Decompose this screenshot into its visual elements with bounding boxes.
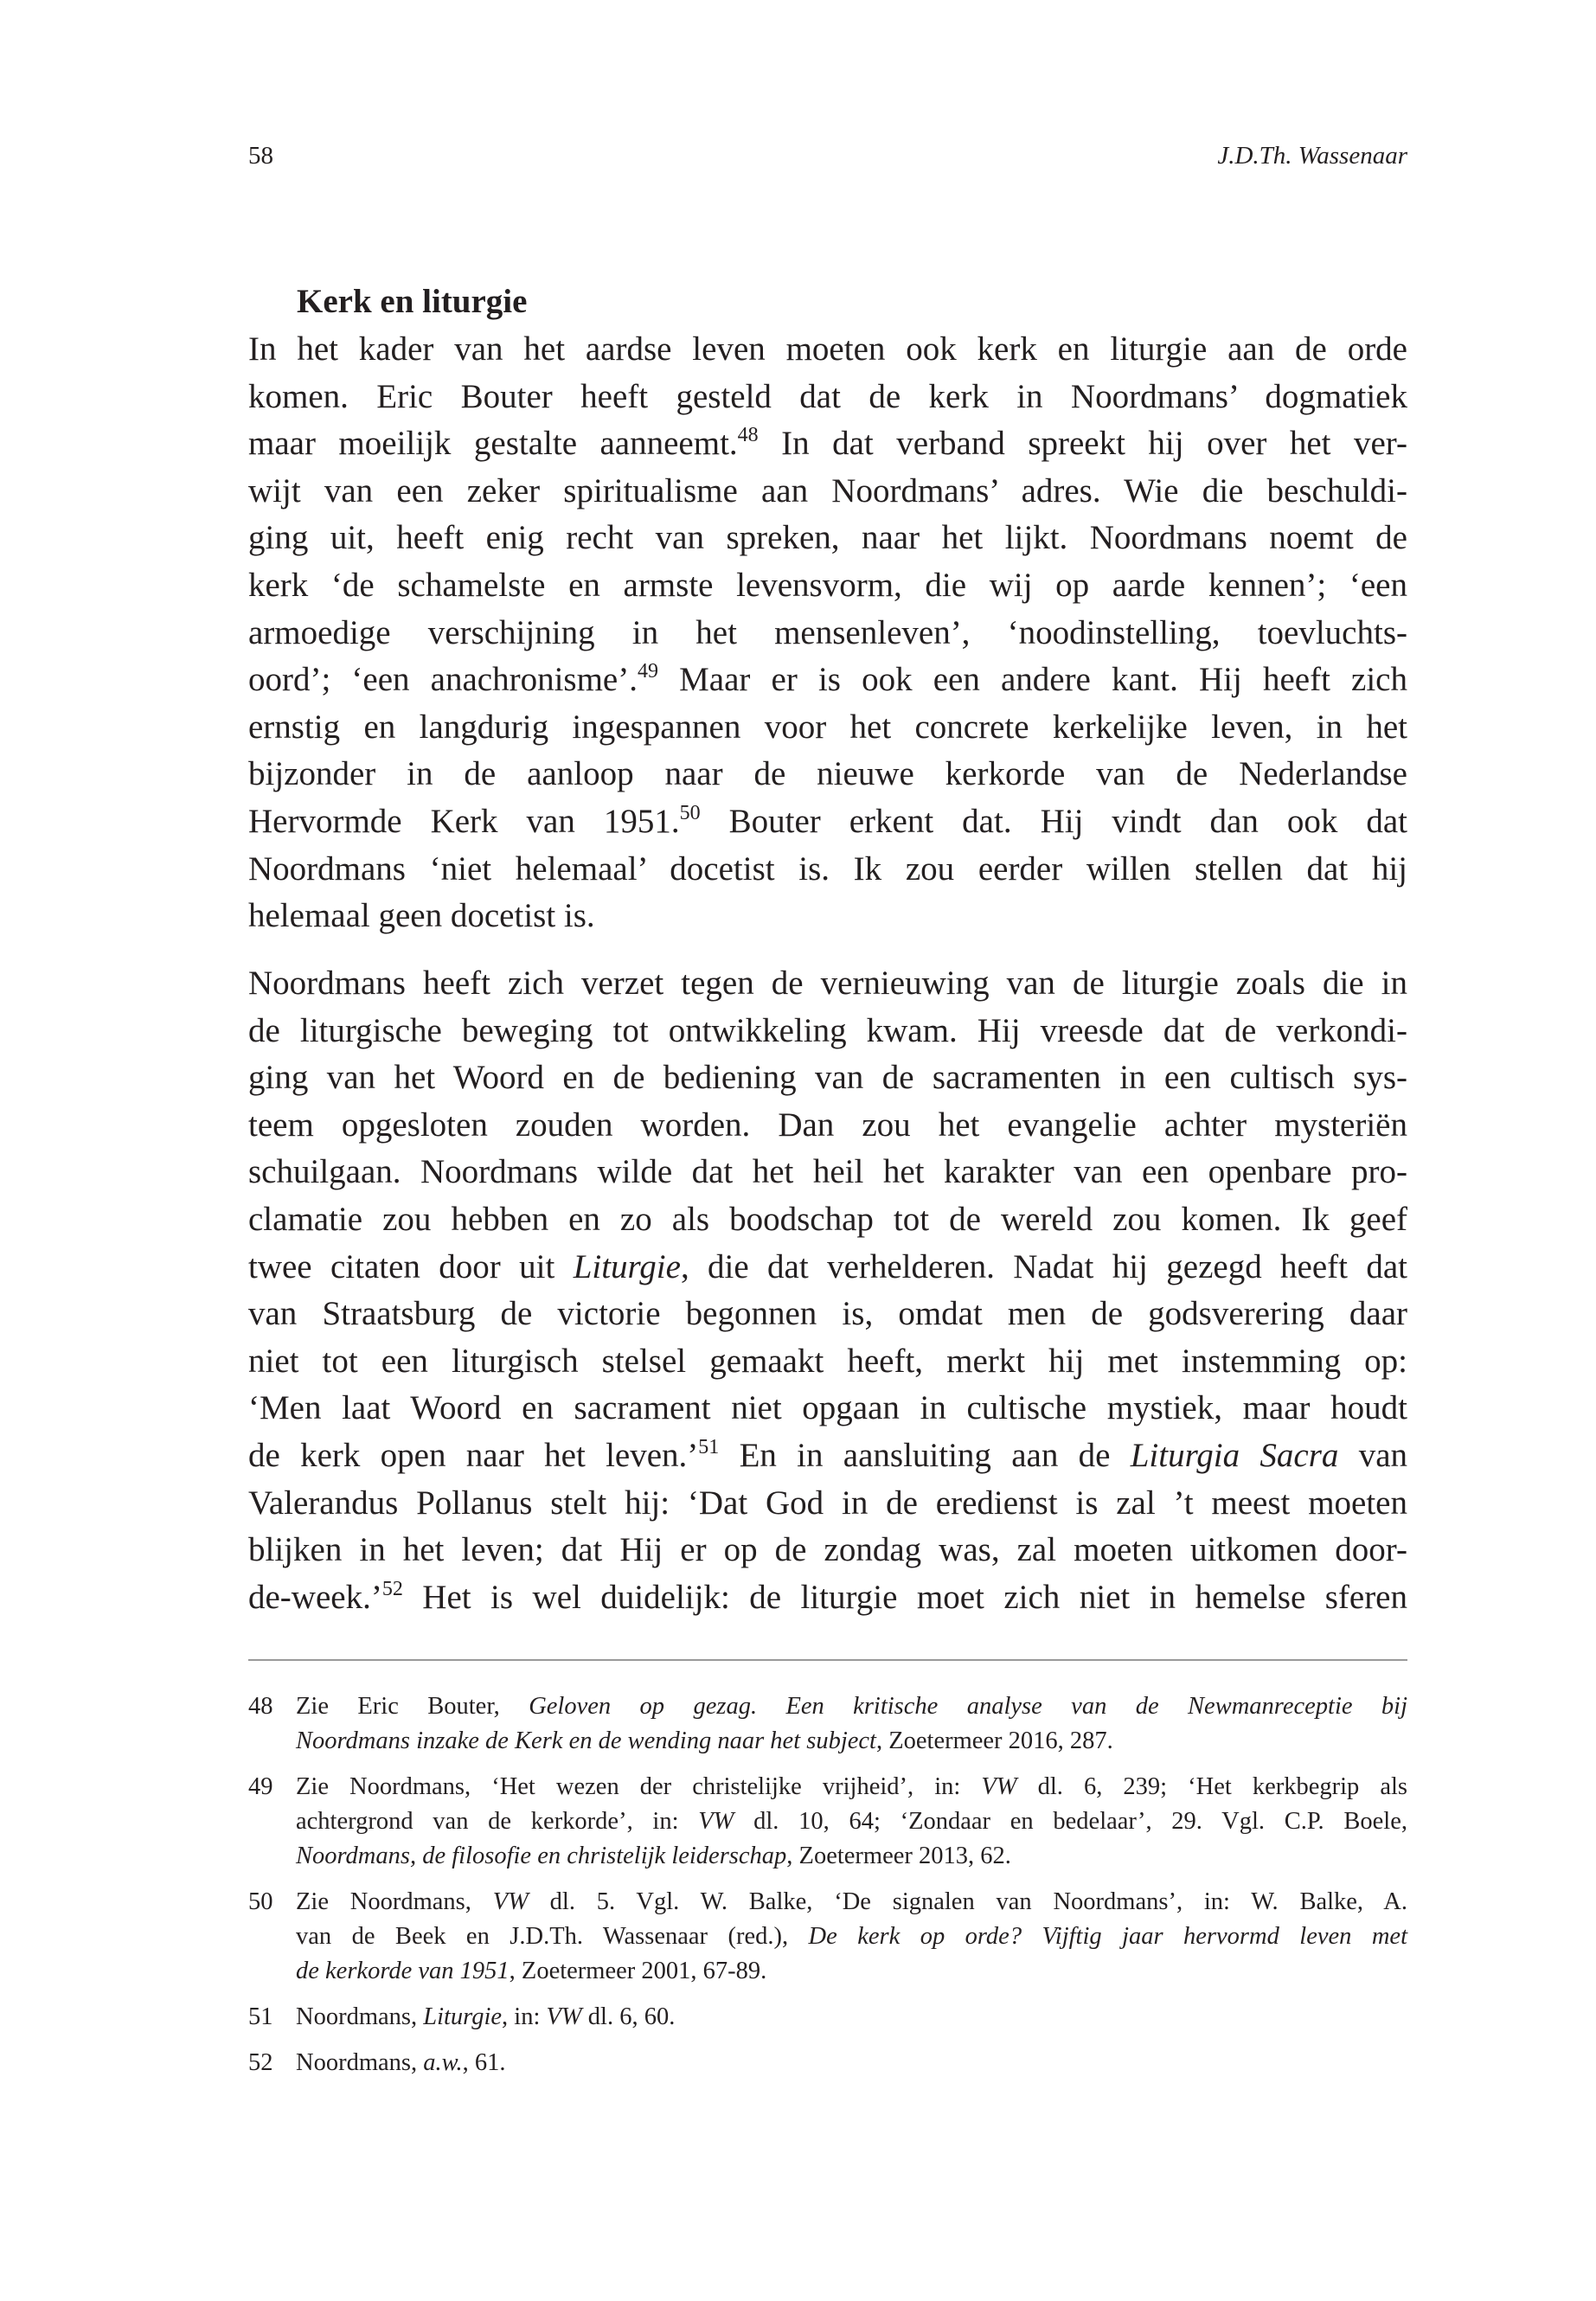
italic-title: De kerk op orde? Vijftig jaar hervormd leven met [808,1923,1407,1950]
text-line: kerk ‘de schamelste en armste levensvorm, die wij op aarde kennen’; ‘een [248,566,1407,604]
text-line [248,657,1407,704]
footnote-52 [248,2046,1407,2080]
text-segment: van [1338,1436,1407,1474]
text-segment: In dat verband spreekt hij over het ver- [758,425,1407,463]
footnote-line [296,1920,1407,1954]
text-segment: , Zoetermeer 2016, 287. [875,1727,1113,1754]
footnote-51 [248,2000,1407,2035]
text-line: helemaal geen docetist is. [248,897,595,935]
footnote-48 [248,1689,1407,1759]
italic-abbreviation: VW [981,1773,1017,1800]
text-line: ‘Men laat Woord en sacrament niet opgaan in cultische mystiek, maar houdt [248,1389,1407,1427]
footnote-line [296,1770,1407,1804]
text-line: Valerandus Pollanus stelt hij: ‘Dat God in de eredienst is zal ’t meest moeten [248,1484,1407,1522]
text-line [248,1244,1407,1292]
text-segment: dl. 6, 60. [581,2003,676,2030]
footnote-ref-51[interactable]: 51 [698,1435,720,1458]
text-line: van Straatsburg de victorie begonnen is, omdat men de godsverering daar [248,1295,1407,1333]
text-segment: achtergrond van de kerkorde’, in: [296,1808,699,1835]
text-segment: Het is wel duidelijk: de liturgie moet zich niet in hemelse sferen [402,1578,1407,1616]
text-line: Noordmans ‘niet helemaal’ docetist is. Ik zou eerder willen stellen dat hij [248,849,1407,888]
footnotes [248,1689,1407,2092]
section-title: Kerk en liturgie [297,283,528,320]
text-line: niet tot een liturgisch stelsel gemaakt heeft, merkt hij met instemming op: [248,1342,1407,1380]
text-line: bijzonder in de aanloop naar de nieuwe kerkorde van de Nederlandse [248,755,1407,793]
text-line [248,1433,1407,1480]
footnote-line [296,1954,1407,1989]
text-segment: oord’; ‘een anachronisme’. [248,661,638,699]
footnote-line [296,1839,1407,1874]
italic-abbreviation: VW [546,2003,582,2030]
footnote-number: 52 [248,2049,273,2076]
page-number: 58 [248,142,273,170]
italic-title: Liturgia Sacra [1130,1436,1339,1474]
text-line: de liturgische beweging tot ontwikkeling kwam. Hij vreesde dat de verkondi- [248,1011,1407,1049]
footnote-divider [248,1659,1407,1661]
text-line [248,798,1407,846]
text-segment: dl. 6, 239; ‘Het kerkbegrip als [1016,1773,1407,1800]
paragraph-2 [248,960,1407,1621]
text-line: armoedige verschijning in het mensenleven’, ‘noodinstelling, toevluchts- [248,613,1407,651]
running-head: J.D.Th. Wassenaar [1217,142,1407,170]
text-segment: , die dat verhelderen. Nadat hij gezegd heeft dat [680,1247,1408,1285]
footnote-ref-52[interactable]: 52 [381,1577,403,1600]
text-line: blijken in het leven; dat Hij er op de zondag was, zal moeten uitkomen door- [248,1531,1407,1569]
text-segment: maar moeilijk gestalte aanneemt. [248,425,738,463]
text-segment: Zie Eric Bouter, [296,1693,529,1720]
footnote-number: 48 [248,1693,273,1720]
text-segment: En in aansluiting aan de [719,1436,1131,1474]
italic-title: de kerkorde van 1951 [296,1958,510,1984]
text-line: teem opgesloten zouden worden. Dan zou het evangelie achter mysteriën [248,1106,1407,1144]
text-segment: Zie Noordmans, [296,1888,493,1915]
italic-title: Geloven op gezag. Een kritische analyse van de Newmanreceptie bij [529,1693,1407,1720]
italic-abbreviation: VW [492,1888,529,1915]
text-line: schuilgaan. Noordmans wilde dat het heil het karakter van een openbare pro- [248,1153,1407,1191]
text-line: wijt van een zeker spiritualisme aan Noordmans’ adres. Wie die beschuldi- [248,471,1407,510]
text-segment: Hervormde Kerk van 1951. [248,802,680,840]
footnote-line [296,1885,1407,1920]
italic-title: Liturgie [573,1247,681,1285]
footnote-ref-50[interactable]: 50 [679,801,701,824]
footnote-line [296,2046,1407,2080]
text-segment: dl. 10, 64; ‘Zondaar en bedelaar’, 29. Vgl. C.P. Boele, [734,1808,1407,1835]
text-segment: , Zoetermeer 2013, 62. [786,1843,1011,1869]
text-segment: twee citaten door uit [248,1247,574,1285]
text-segment: Zie Noordmans, ‘Het wezen der christelijke vrijheid’, in: [296,1773,982,1800]
text-line [248,420,1407,468]
text-segment: , Zoetermeer 2001, 67-89. [509,1958,767,1984]
text-segment: de-week.’ [248,1578,382,1616]
footnote-ref-49[interactable]: 49 [637,660,658,683]
text-segment: Noordmans, [296,2003,424,2030]
text-line: ernstig en langdurig ingespannen voor het concrete kerkelijke leven, in het [248,708,1407,746]
text-segment: van de Beek en J.D.Th. Wassenaar (red.), [296,1923,809,1950]
italic-abbreviation: VW [698,1808,734,1835]
italic-title: Liturgie [423,2003,503,2030]
text-line: ging van het Woord en de bediening van de sacramenten in een cultisch sys- [248,1059,1407,1097]
footnote-number: 50 [248,1888,273,1915]
text-segment: Maar er is ook een andere kant. Hij heeft zich [657,661,1407,699]
footnote-line [296,1804,1407,1839]
text-line: komen. Eric Bouter heeft gesteld dat de kerk in Noordmans’ dogmatiek [248,377,1407,415]
text-segment: dl. 5. Vgl. W. Balke, ‘De signalen van Noordmans’, in: W. Balke, A. [528,1888,1407,1915]
footnote-49 [248,1770,1407,1874]
text-line [248,1574,1407,1622]
footnote-50 [248,1885,1407,1989]
italic-title: Noordmans, de filosofie en christelijk leiderschap [296,1843,787,1869]
text-segment: Noordmans, [296,2049,424,2076]
text-segment: Bouter erkent dat. Hij vindt dan ook dat [700,802,1407,840]
footnote-ref-48[interactable]: 48 [737,424,759,447]
footnote-number: 49 [248,1773,273,1800]
footnote-number: 51 [248,2003,273,2030]
text-line: Noordmans heeft zich verzet tegen de vernieuwing van de liturgie zoals die in [248,965,1407,1002]
footnote-line [296,1724,1407,1759]
paragraph-1 [248,326,1407,940]
text-segment: , in: [502,2003,547,2030]
text-line: ging uit, heeft enig recht van spreken, naar het lijkt. Noordmans noemt de [248,519,1407,557]
italic-abbreviation: a.w. [423,2049,463,2076]
text-line: clamatie zou hebben en zo als boodschap tot de wereld zou komen. Ik geef [248,1200,1407,1238]
footnote-line [296,2000,1407,2035]
text-line: In het kader van het aardse leven moeten ook kerk en liturgie aan de orde [248,330,1407,368]
text-segment: , 61. [462,2049,506,2076]
italic-title: Noordmans inzake de Kerk en de wending naar het subject [296,1727,876,1754]
footnote-line [296,1689,1407,1724]
text-segment: de kerk open naar het leven.’ [248,1436,699,1474]
